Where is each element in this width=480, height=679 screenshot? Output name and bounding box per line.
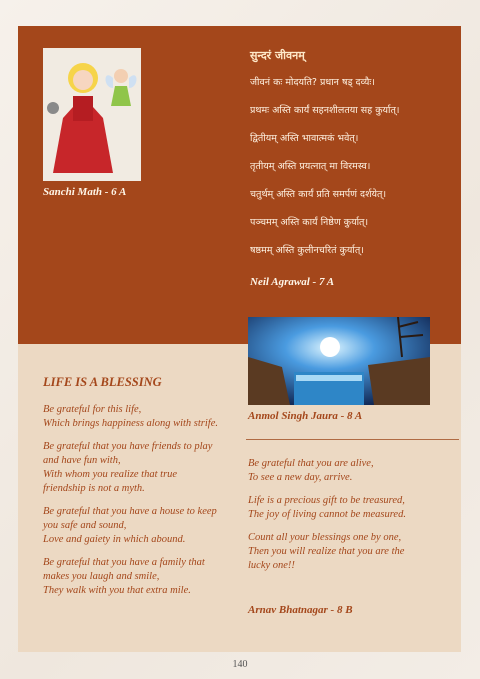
sanskrit-line: पञ्चमम् अस्ति कार्यं निष्ठेण कुर्यात्। (250, 217, 369, 228)
girl-drawing (43, 48, 141, 181)
sanskrit-author: Neil Agrawal - 7 A (250, 276, 335, 288)
girl-illustration (43, 48, 141, 181)
night-art-caption: Anmol Singh Jaura - 8 A (248, 410, 363, 422)
sanskrit-line: तृतीयम् अस्ति प्रयत्नात् मा विरमस्व। (250, 161, 371, 172)
sanskrit-title: सुन्दरं जीवनम् (250, 49, 305, 62)
poem-stanza: Life is a precious gift to be treasured, The joy of living cannot be measured. (248, 495, 406, 520)
girl-art-caption: Sanchi Math - 6 A (43, 186, 127, 198)
night-drawing (248, 317, 430, 405)
sanskrit-line: चतुर्थम् अस्ति कार्यं प्रति समर्पणं दर्शयेत्। (250, 189, 387, 200)
section-divider (246, 439, 459, 440)
night-waterfall-illustration (248, 317, 430, 405)
sanskrit-lines (250, 76, 455, 272)
poem-left-column (43, 403, 238, 607)
poem-stanza: Be grateful that you have a family that makes you laugh and smile, They walk with you that extra mile. (43, 557, 205, 596)
page-number: 140 (232, 659, 248, 670)
poem-right-column (248, 457, 448, 582)
sanskrit-line: प्रथमः अस्ति कार्यं सहनशीलतया सह कुर्यात्। (250, 105, 400, 116)
poem-title: LIFE IS A BLESSING (43, 375, 162, 389)
poem-stanza: Be grateful that you have friends to play and have fun with, With whom you realize that true friendship is not a myth. (43, 441, 213, 494)
poem-stanza: Be grateful for this life, Which brings happiness along with strife. (43, 404, 219, 429)
poem-stanza: Be grateful that you are alive, To see a new day, arrive. (248, 458, 374, 483)
sanskrit-line: षष्ठमम् अस्ति कुलीनचरितं कुर्यात्। (250, 245, 364, 256)
poem-stanza: Count all your blessings one by one, Then you will realize that you are the lucky one!! (248, 532, 405, 571)
poem-stanza: Be grateful that you have a house to keep you safe and sound, Love and gaiety in which abound. (43, 506, 217, 545)
sanskrit-line: द्वितीयम् अस्ति भावात्मकं भवेत्। (250, 133, 359, 144)
sanskrit-line: जीवनं कः मोदयति? प्रधान षड् दव्यैः। (250, 77, 375, 88)
poem-author: Arnav Bhatnagar - 8 B (248, 604, 353, 616)
